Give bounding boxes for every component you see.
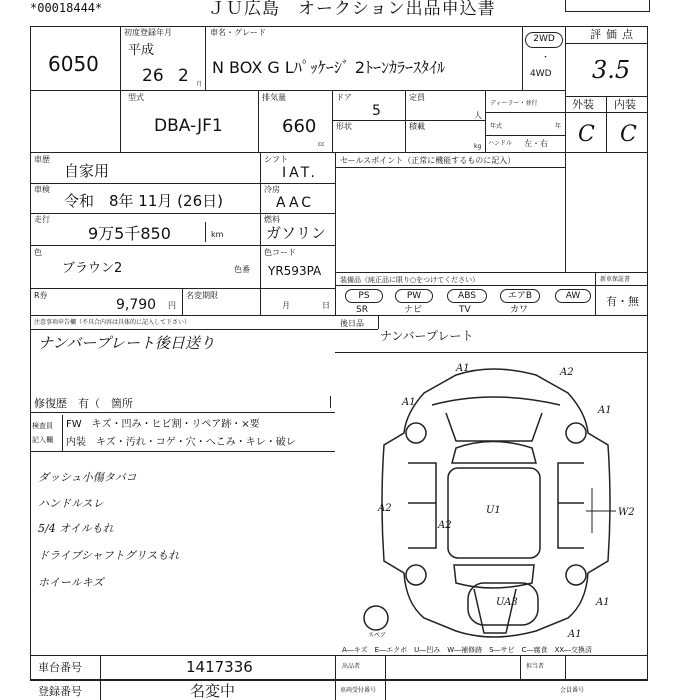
equip-sr: SR [356, 305, 368, 315]
after-label: 後日品 [340, 319, 364, 328]
rental-value: 有・無 [606, 295, 639, 308]
first-reg-month: 2 [178, 66, 189, 86]
displacement-unit: cc [318, 141, 325, 148]
equip-aw: AW [555, 289, 591, 303]
mark-7: W2 [618, 507, 635, 518]
fuel-value: ガソリン [266, 224, 327, 242]
sales-point-label: セールスポイント（正常に機能するものに記入） [340, 156, 516, 165]
color-value: ブラウン2 [62, 261, 123, 276]
rental-label: 新車保証書 [600, 276, 631, 283]
first-reg-label: 初度登録年月 [124, 28, 172, 37]
inspector-codes-row1: FW キズ・凹み・ヒビ割・リペア跡・×要 [66, 419, 260, 430]
capacity-label: 定員 [409, 93, 425, 102]
diagram-legend: A―キズ E―エクボ U―凹み W―補修跡 S―サビ C―腐食 XX―交換済 [342, 646, 593, 653]
shape-label: 形状 [336, 122, 352, 131]
int-label: 内装 [614, 98, 636, 111]
capacity-unit: 人 [474, 111, 482, 120]
equip-airbag: エアB [500, 289, 540, 303]
drive-dot: ・ [541, 53, 551, 63]
equip-abs: ABS [447, 289, 487, 303]
equip-leather: カワ [510, 305, 529, 315]
model-label: 型式 [128, 93, 144, 102]
aircon-value: AAC [276, 195, 315, 211]
hand-note-1: ダッシュ小傷タバコ [38, 471, 137, 484]
usage-value: 自家用 [64, 162, 110, 180]
mark-4: A2 [378, 503, 392, 514]
footer-staff: 担当者 [526, 663, 545, 670]
ext-grade: C [578, 122, 595, 147]
displacement-label: 排気量 [262, 93, 286, 102]
hand-note-4: ドライブシャフトグリスもれ [38, 549, 180, 562]
serial-number: *00018444* [30, 1, 103, 15]
hand-note-2: ハンドルスレ [38, 497, 104, 510]
shift-value: IAT. [282, 165, 318, 181]
mark-1: A2 [560, 367, 574, 378]
first-reg-era: 平成 [128, 43, 155, 58]
mileage-unit: km [211, 230, 224, 239]
registration-value: 名変中 [190, 682, 236, 700]
usage-label: 車歴 [34, 155, 50, 164]
lot-number: 6050 [48, 52, 99, 76]
mark-3: A1 [598, 405, 612, 416]
equip-tv: TV [459, 305, 471, 315]
model-value: DBA-JF1 [154, 116, 223, 136]
hand-note-3: 5/4 オイルもれ [38, 522, 114, 535]
inspector-label-1: 検査員 [32, 422, 53, 430]
first-reg-year: 26 [142, 66, 164, 86]
handle-label: ハンドル [488, 140, 513, 147]
vehicle-number-label: 車台番号 [38, 661, 82, 674]
drive-2wd: 2WD [525, 32, 563, 48]
form-title: ＪＵ広島 オークション出品申込書 [208, 0, 496, 19]
doors-value: 5 [372, 103, 381, 119]
repair-value: 有（ 箇所 [78, 397, 133, 410]
repair-label [34, 398, 133, 409]
doors-label: ドア [336, 93, 352, 102]
mark-9: A1 [596, 597, 610, 608]
recycle-value: 9,790 [116, 297, 157, 313]
fuel-label: 燃料 [264, 215, 280, 224]
footer-exhibitor: 出品者 [342, 663, 361, 670]
mark-5: U1 [486, 505, 501, 516]
repair-label-text: 修復歴 [34, 397, 67, 410]
car-name-value: N BOX G Lﾊﾟｯｹｰｼﾞ 2ﾄｰﾝｶﾗｰｽﾀｲﾙ [212, 58, 446, 77]
inspector-label-2: 記入欄 [32, 436, 53, 444]
first-reg-month-unit: 月 [196, 81, 203, 88]
equip-pw: PW [395, 289, 433, 303]
vehicle-number-value: 1417336 [186, 658, 253, 676]
footer-member: 会員番号 [560, 687, 585, 694]
mark-8: UA3 [496, 597, 518, 608]
title-corner-box [565, 0, 650, 12]
notes-label: 注意事項申告欄（不具合内容は具体的に記入して下さい） [34, 319, 191, 326]
color-code-label: 色番 [234, 265, 250, 274]
color-code-value: YR593PA [268, 264, 322, 278]
int-grade: C [620, 122, 637, 147]
equip-navi: ナビ [404, 305, 423, 315]
recycle-unit: 円 [168, 301, 176, 310]
spare-label: スペア [368, 632, 387, 639]
mileage-label: 走行 [34, 215, 50, 224]
name-change-day: 日 [322, 301, 330, 310]
hand-note-5: ホイールキズ [38, 576, 104, 589]
after-value: ナンバープレート [380, 329, 474, 343]
equip-ps: PS [345, 289, 383, 303]
handle-value: 左・右 [524, 139, 548, 148]
color-code-title: 色コード [264, 248, 296, 257]
name-change-month: 月 [282, 301, 290, 310]
mark-6: A2 [438, 520, 452, 531]
name-change-label: 名変期限 [186, 291, 218, 300]
mark-0: A1 [456, 363, 470, 374]
notes-value: ナンバープレート後日送り [38, 334, 215, 352]
dealer-year-unit: 年 [555, 123, 562, 130]
shift-label: シフト [264, 155, 288, 164]
dealer-label: ディーラー・並行 [490, 100, 538, 107]
ext-label: 外装 [572, 98, 594, 111]
load-label: 積載 [409, 122, 425, 131]
footer-reception: 車両受付番号 [340, 687, 377, 694]
inspection-value: 令和 8年 11月 (26日) [64, 192, 223, 210]
inspection-label: 車検 [34, 185, 50, 194]
mileage-value: 9万5千850 [88, 224, 171, 243]
color-label: 色 [34, 248, 42, 257]
car-name-label: 車名・グレード [210, 28, 266, 37]
recycle-label: R券 [34, 291, 48, 300]
mark-2: A1 [402, 397, 416, 408]
mark-10: A1 [568, 629, 582, 640]
dealer-year-label: 年式 [490, 123, 503, 130]
inspector-codes-row2: 内装 キズ・汚れ・コゲ・穴・へこみ・キレ・破レ [66, 437, 296, 448]
drive-4wd: 4WD [530, 69, 552, 79]
equipment-label: 装備品（純正品に限り○をつけてください） [340, 276, 480, 284]
load-unit: kg [474, 143, 482, 150]
displacement-value: 660 [282, 116, 317, 137]
aircon-label: 冷房 [264, 185, 280, 194]
score-label: 評価点 [590, 28, 638, 41]
registration-label: 登録番号 [38, 685, 82, 698]
car-damage-diagram [336, 353, 648, 653]
score-value: 3.5 [592, 56, 631, 84]
